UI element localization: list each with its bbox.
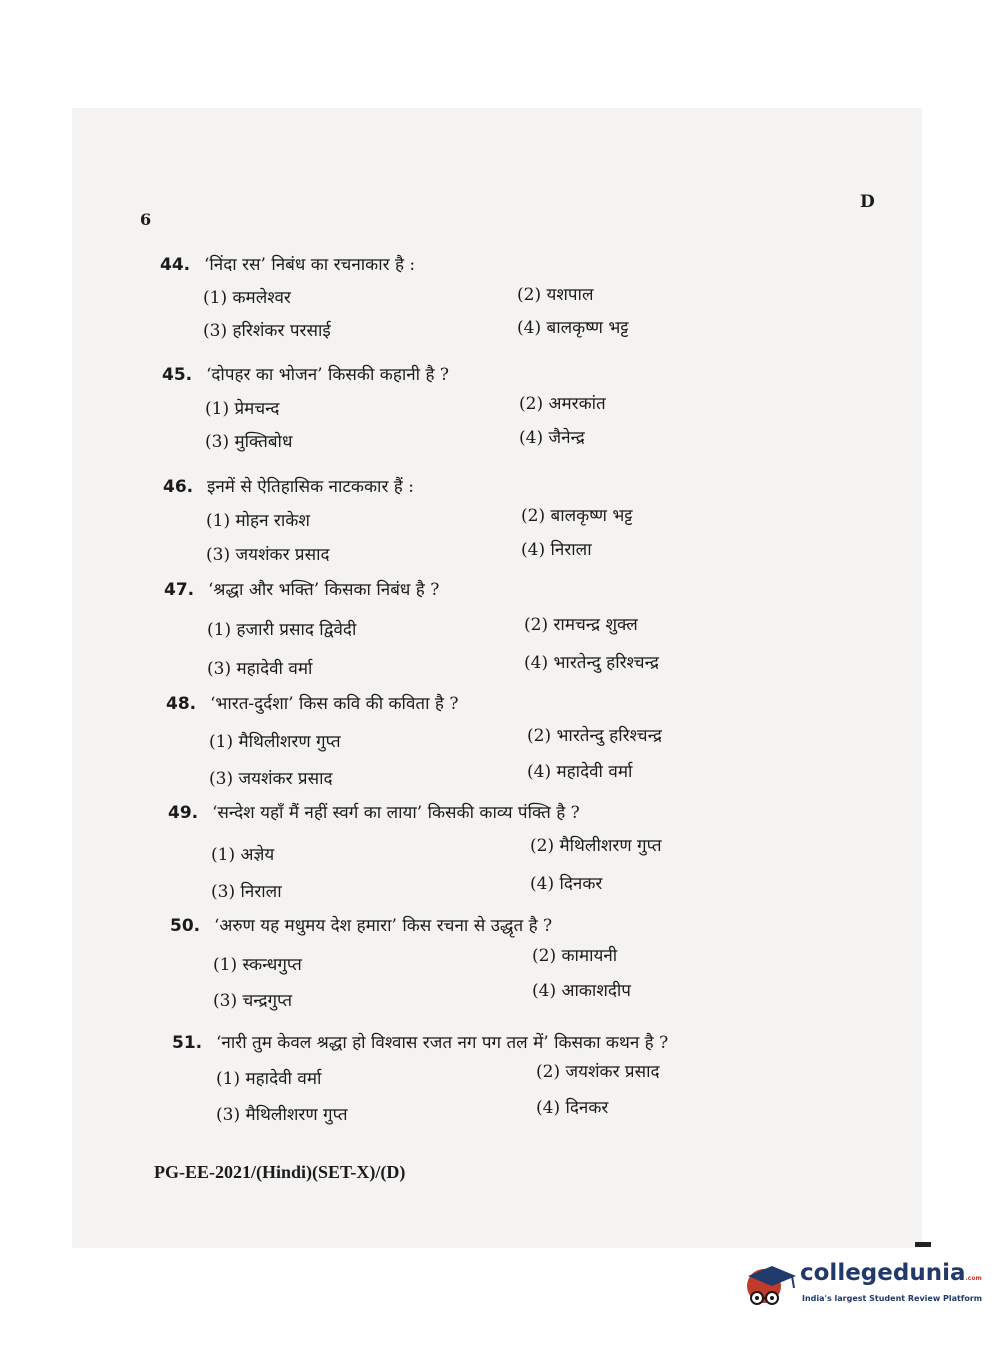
option: (1) स्कन्धगुप्त bbox=[213, 955, 302, 975]
question-text: ‘दोपहर का भोजन’ किसकी कहानी है ? bbox=[206, 365, 450, 385]
question-text: ‘श्रद्धा और भक्ति’ किसका निबंध है ? bbox=[208, 580, 440, 600]
option: (2) कामायनी bbox=[532, 946, 618, 966]
question-number: 50. bbox=[170, 916, 201, 936]
question-48 bbox=[166, 691, 458, 714]
logo-tagline: India's largest Student Review Platform bbox=[802, 1294, 983, 1303]
option: (2) मैथिलीशरण गुप्त bbox=[530, 836, 662, 856]
question-47 bbox=[164, 577, 439, 600]
option: (3) मैथिलीशरण गुप्त bbox=[216, 1105, 348, 1125]
option: (3) निराला bbox=[211, 882, 282, 902]
question-text: इनमें से ऐतिहासिक नाटककार हैं : bbox=[207, 477, 414, 497]
question-number: 47. bbox=[164, 580, 195, 600]
paper-sheet bbox=[72, 108, 922, 1248]
question-46 bbox=[163, 474, 414, 497]
question-45 bbox=[162, 362, 449, 385]
graduate-mascot-icon bbox=[742, 1254, 802, 1314]
option: (2) यशपाल bbox=[517, 285, 594, 305]
option: (4) महादेवी वर्मा bbox=[527, 762, 633, 782]
option: (2) रामचन्द्र शुक्ल bbox=[524, 615, 638, 635]
question-49 bbox=[168, 800, 580, 823]
option: (1) महादेवी वर्मा bbox=[216, 1069, 322, 1089]
option: (4) भारतेन्दु हरिश्चन्द्र bbox=[524, 653, 659, 673]
question-text: ‘नारी तुम केवल श्रद्धा हो विश्वास रजत नग पग तल में’ किसका कथन है ? bbox=[216, 1033, 669, 1053]
question-51 bbox=[172, 1030, 668, 1053]
page-number: 6 bbox=[140, 210, 152, 229]
option: (2) जयशंकर प्रसाद bbox=[536, 1062, 660, 1082]
option: (3) चन्द्रगुप्त bbox=[213, 991, 293, 1011]
option: (4) दिनकर bbox=[536, 1098, 609, 1118]
option: (4) बालकृष्ण भट्ट bbox=[517, 318, 629, 338]
option: (4) दिनकर bbox=[530, 874, 603, 894]
question-50 bbox=[170, 913, 552, 936]
logo-wordmark: collegedunia.com bbox=[800, 1260, 982, 1286]
question-44 bbox=[160, 252, 415, 275]
option: (1) प्रेमचन्द bbox=[205, 399, 280, 419]
option: (4) जैनेन्द्र bbox=[519, 428, 585, 448]
option: (3) जयशंकर प्रसाद bbox=[209, 769, 333, 789]
option: (3) महादेवी वर्मा bbox=[207, 659, 313, 679]
option: (4) निराला bbox=[521, 540, 592, 560]
option: (1) मोहन राकेश bbox=[206, 511, 310, 531]
question-text: ‘अरुण यह मधुमय देश हमारा’ किस रचना से उद्धृत है ? bbox=[214, 916, 553, 936]
question-text: ‘निंदा रस’ निबंध का रचनाकार है : bbox=[204, 255, 416, 275]
question-number: 51. bbox=[172, 1033, 203, 1053]
set-letter: D bbox=[860, 192, 875, 212]
option: (3) हरिशंकर परसाई bbox=[203, 321, 331, 341]
option: (1) मैथिलीशरण गुप्त bbox=[209, 732, 341, 752]
question-text: ‘सन्देश यहाँ मैं नहीं स्वर्ग का लाया’ किसकी काव्य पंक्ति है ? bbox=[212, 803, 580, 823]
option: (2) भारतेन्दु हरिश्चन्द्र bbox=[527, 726, 662, 746]
option: (3) जयशंकर प्रसाद bbox=[206, 545, 330, 565]
option: (3) मुक्तिबोध bbox=[205, 432, 293, 452]
option: (1) अज्ञेय bbox=[211, 845, 275, 865]
question-number: 45. bbox=[162, 365, 193, 385]
question-number: 48. bbox=[166, 694, 197, 714]
question-text: ‘भारत-दुर्दशा’ किस कवि की कविता है ? bbox=[210, 694, 459, 714]
question-number: 49. bbox=[168, 803, 199, 823]
scan-mark bbox=[915, 1242, 931, 1247]
option: (1) हजारी प्रसाद द्विवेदी bbox=[207, 620, 357, 640]
question-number: 44. bbox=[160, 255, 191, 275]
option: (1) कमलेश्वर bbox=[203, 288, 291, 308]
option: (2) बालकृष्ण भट्ट bbox=[521, 506, 633, 526]
paper-code: PG-EE-2021/(Hindi)(SET-X)/(D) bbox=[154, 1162, 406, 1182]
question-number: 46. bbox=[163, 477, 194, 497]
option: (2) अमरकांत bbox=[519, 394, 606, 414]
option: (4) आकाशदीप bbox=[532, 981, 631, 1001]
collegedunia-logo[interactable] bbox=[742, 1254, 983, 1314]
